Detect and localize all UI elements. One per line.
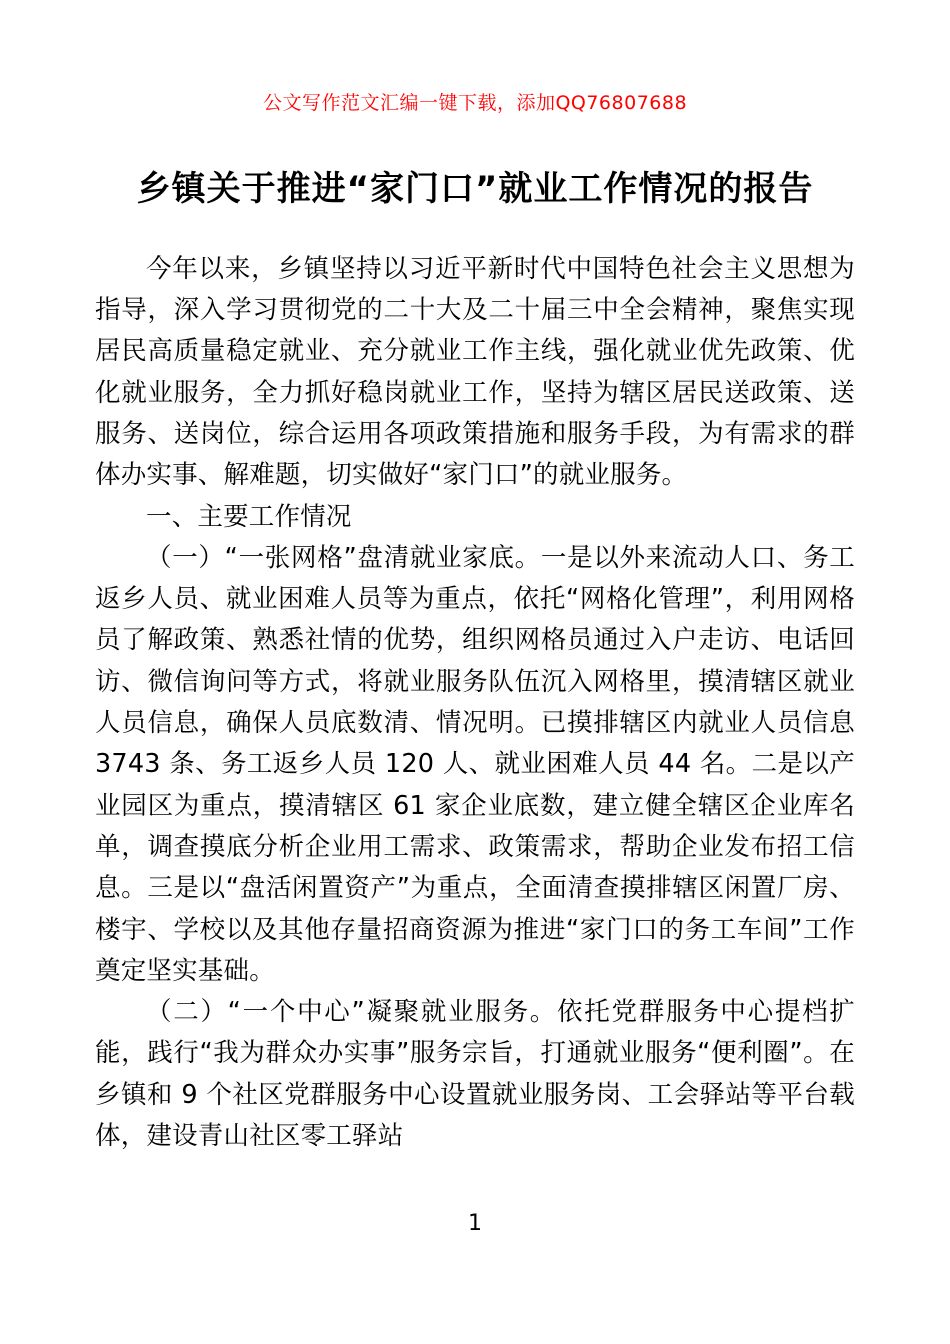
watermark-text: 公文写作范文汇编一键下载，添加QQ76807688 (262, 92, 688, 114)
paragraph-1: 今年以来，乡镇坚持以习近平新时代中国特色社会主义思想为指导，深入学习贯彻党的二十大及二十届三中全会精神，聚焦实现居民高质量稳定就业、充分就业工作主线，强化就业优先政策、优化就业服务，全力抓好稳岗就业工作，坚持为辖区居民送政策、送服务、送岗位，综合运用各项政策措施和服务手段，为有需求的群体办实事、解难题，切实做好“家门口”的就业服务。 (95, 253, 855, 491)
section-heading-1: 一、主要工作情况 (146, 501, 352, 532)
paragraph-2: （一）“一张网格”盘清就业家底。一是以外来流动人口、务工返乡人员、就业困难人员等为重点，依托“网格化管理”，利用网格员了解政策、熟悉社情的优势，组织网格员通过入户走访、电话回访、微信询问等方式，将就业服务队伍沉入网格里，摸清辖区就业人员信息，确保人员底数清、情况明。已摸排辖区内就业人员信息 3743 条、务工返乡人员 120 人、就业困难人员 44 名。二是以产业园区为重点，摸清辖区 61 家企业底数，建立健全辖区企业库名单，调查摸底分析企业用工需求、政策需求，帮助企业发布招工信息。三是以“盘活闲置资产”为重点，全面清查摸排辖区闲置厂房、楼宇、学校以及其他存量招商资源为推进“家门口的务工车间”工作奠定坚实基础。 (95, 542, 855, 986)
document-body (95, 249, 855, 1158)
page-number: 1 (468, 1211, 482, 1236)
paragraph-3: （二）“一个中心”凝聚就业服务。依托党群服务中心提档扩能，践行“我为群众办实事”服务宗旨，打通就业服务“便利圈”。在乡镇和 9 个社区党群服务中心设置就业服务岗、工会驿站等平台载体，建设青山社区零工驿站 (95, 997, 855, 1152)
page-title: 乡镇关于推进“家门口”就业工作情况的报告 (136, 169, 814, 209)
